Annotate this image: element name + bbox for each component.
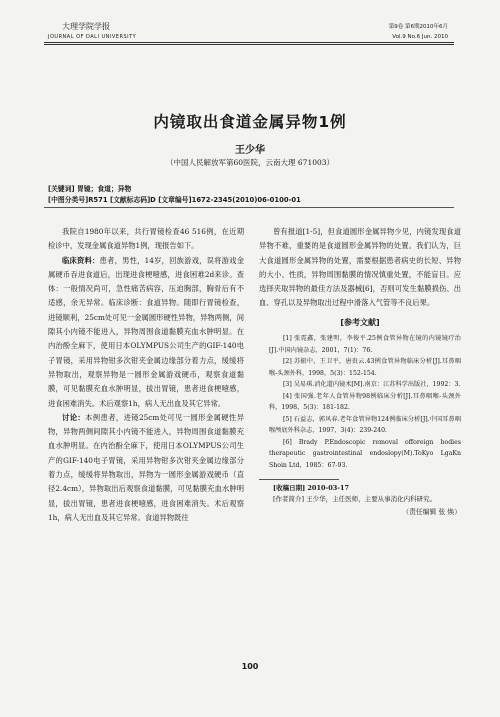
- issue-en: Vol.9 No.6 Jun. 2010: [392, 34, 448, 40]
- journal-name-cn: 大理学院学报: [62, 22, 110, 31]
- reference-item: [4] 张国强.老年人食管异物98例临床分析[J].耳鼻咽喉-头颈外科，1998，5(3)：181-182.: [269, 392, 461, 412]
- responsible-editor: （责任编辑 张 焕）: [402, 508, 461, 517]
- continuation-paragraph: 曾有报道[1-5]，但食道圆形金属异物少见，内镜发现食道异物不难，重要的是食道圆形金属异物的处置。我们认为，巨大食道圆形金属异物的处置，需要根据患者病史的长短、异物的大小、性质，异物周围黏膜的情况慎重处置，不能盲目。应选择夹取异物的最佳方法及器械[6]，否则可发生黏膜损伤、出血、穿孔以及异物取出过程中滑落入气管等不良后果。: [259, 227, 461, 308]
- reference-item: [2] 苏振中，王卫平，唐贵云.43例食管异物临床分析[J].耳鼻咽喉-头颈外科，1998，5(3)：152-154.: [269, 358, 461, 377]
- section-rule: [44, 207, 454, 208]
- footnote-rule: [259, 479, 339, 480]
- references-heading: [参考文献]: [340, 317, 380, 327]
- reference-item: [3] 吴易琪.消化道内镜术[M].南京：江苏科学出版社，1992：3.: [283, 381, 461, 389]
- journal-header: [48, 22, 136, 42]
- keywords: [关键词] 胃镜；食道；异物: [48, 185, 132, 193]
- discussion-text: 本例患者，进镜25cm处可见一圆形金属硬性异物，异物两侧间隙其小内镜不能进入，异物周围食道黏膜充血水肿明显。在内治酚全麻下，使用日本OLYMPUS公司生产的GIF-140电子胃镜，采用异物钳多次钳夹金属边缘部分着力点，缓缓将异物取出，异物为一圆形金属游戏硬币（直径2.4cm），异物取出后观察食道黏膜，可见黏膜充血水肿明显，拔出胃镜，患者进食梗噎感，进食困难消失。术后观察1h，病人无出血及其它异常。食道异物既往: [48, 412, 245, 522]
- clinical-text: 患者，男性，14岁，回族游戏，误将游戏金属硬币吞进食道后，出现进食梗噎感，进食困难2d来诊。查体：一般情况尚可，急性痛苦病容，压迫胸部，胸骨后有不适感，余无异常。临床诊断：食道异物。随即行胃镜检查，进镜顺利，25cm处可见一金属圆形硬性异物，异物两侧，间隙其小内镜不能进入，异物周围食道黏膜充血水肿明显。在内治酚全麻下，使用日本OLYMPUS公司生产的GIF-140电子胃镜，采用异物钳多次钳夹金属边缘部分着力点，缓缓将异物取出，观察异物是一圆形金属游戏硬币，观察食道黏膜，可见黏膜充血水肿明显，拔出胃镜，患者进食梗噎感，进食困难消失。术后观察1h，病人无出血及其它异常。: [48, 255, 244, 408]
- reference-list: [259, 333, 461, 471]
- discussion-heading: 讨论：: [62, 412, 86, 422]
- journal-name-en: JOURNAL OF DALI UNIVERSITY: [48, 34, 137, 40]
- intro-paragraph: 我院自1980年以来，共行胃镜检查46 516例，在近期检诊中，发现金属食道异物1例，现报告如下。: [48, 227, 244, 251]
- author-name: 王少华: [235, 145, 265, 156]
- reference-item: [1] 张霓鑫，张建明，李俊平.25例食管异物在镜的内镜镜疗治[J].中国内镜杂志，2001，7(1)：76.: [269, 335, 461, 354]
- reference-item: [6] Brady P.Endoscopic removal offoreign bodies therapeutic gastrointestinal endoslopy(M).ToKyo LgaKn Shoin Ltd，1985：67-93.: [269, 438, 461, 469]
- classification: [中图分类号]R571 [文献标志码]D [文章编号]1672-2345(2010)06-0100-01: [48, 196, 301, 204]
- author-bio: [作者简介] 王少华，主任医师，主要从事消化内科研究。: [273, 495, 437, 504]
- reference-item: [5] 石益志，郭风春.老年食管异物124例临床分析[J].中国耳鼻咽喉颅底外科杂志，1997，3(4)：239-240.: [269, 415, 461, 435]
- article-title: 内镜取出食道金属异物1例: [153, 113, 347, 131]
- left-column: [48, 225, 244, 525]
- affiliation: （中国人民解放军第60医院，云南大理 671003）: [165, 158, 335, 167]
- header-rule-thin: [44, 44, 454, 45]
- discussion-paragraph: [48, 411, 244, 525]
- issue-info: [389, 22, 448, 42]
- keywords-block: [48, 184, 458, 206]
- clinical-heading: 临床资料：: [62, 255, 100, 265]
- clinical-paragraph: [48, 254, 244, 411]
- header-rule: [44, 42, 454, 43]
- received-date: [收稿日期] 2010-03-17: [273, 484, 349, 493]
- right-column: [259, 225, 461, 519]
- page-number: 100: [241, 662, 259, 671]
- issue-cn: 第9卷 第6期2010年6月: [388, 24, 448, 30]
